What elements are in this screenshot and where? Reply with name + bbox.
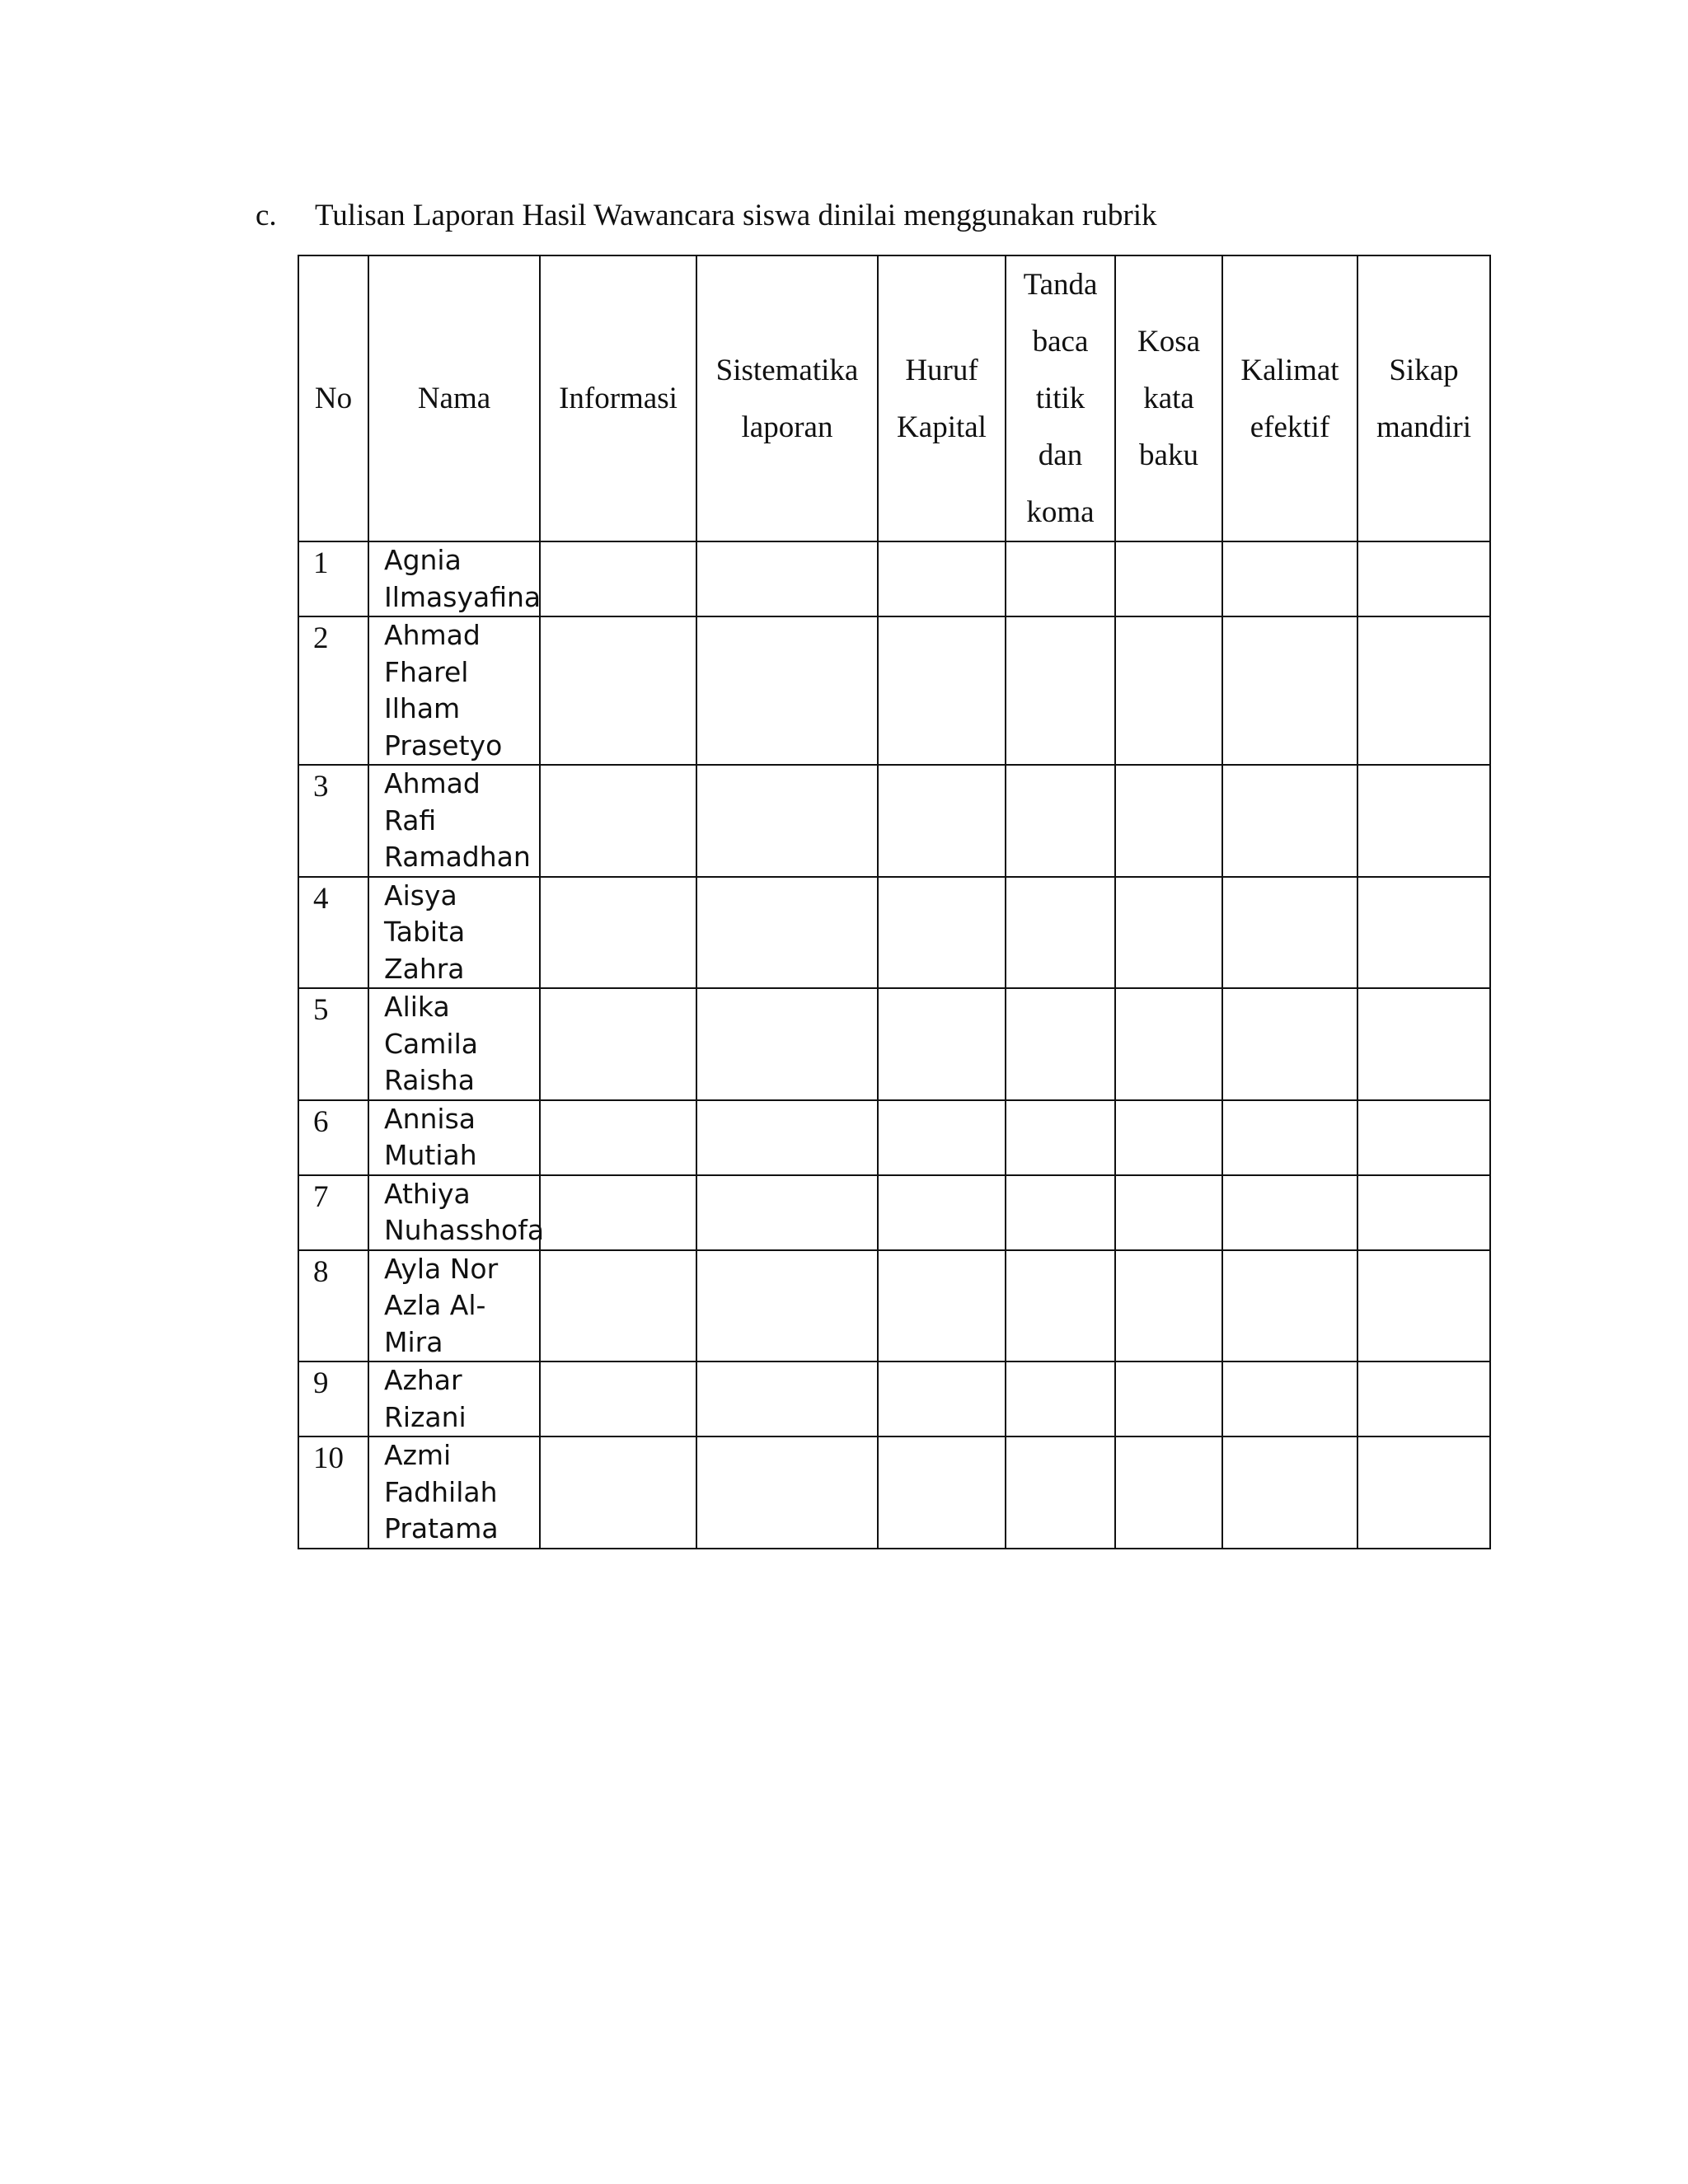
table-row [298, 1436, 1490, 1549]
score-cell [1115, 1100, 1222, 1175]
score-cell [1115, 988, 1222, 1100]
rubric-table [298, 255, 1491, 1549]
student-name: Agnia Ilmasyafina [368, 541, 540, 616]
row-number: 6 [298, 1100, 368, 1175]
score-cell [1006, 1250, 1115, 1362]
score-cell [1357, 1361, 1490, 1436]
score-cell [1115, 541, 1222, 616]
row-number: 10 [298, 1436, 368, 1549]
header-sikap-mandiri: Sikap mandiri [1357, 255, 1490, 541]
score-cell [540, 1436, 696, 1549]
score-cell [1357, 1436, 1490, 1549]
score-cell [1357, 1175, 1490, 1250]
score-cell [1357, 616, 1490, 765]
score-cell [1222, 1361, 1357, 1436]
score-cell [878, 541, 1006, 616]
header-row [298, 255, 1490, 541]
score-cell [878, 1436, 1006, 1549]
score-cell [1115, 1361, 1222, 1436]
table-row [298, 1100, 1490, 1175]
score-cell [878, 1175, 1006, 1250]
score-cell [540, 616, 696, 765]
score-cell [1006, 616, 1115, 765]
score-cell [878, 877, 1006, 989]
score-cell [1115, 1175, 1222, 1250]
student-name: Ahmad Fharel Ilham Prasetyo [368, 616, 540, 765]
score-cell [1357, 877, 1490, 989]
header-nama: Nama [368, 255, 540, 541]
row-number: 3 [298, 765, 368, 877]
score-cell [540, 988, 696, 1100]
score-cell [1357, 988, 1490, 1100]
score-cell [1222, 1436, 1357, 1549]
score-cell [696, 988, 878, 1100]
score-cell [1006, 877, 1115, 989]
table-row [298, 877, 1490, 989]
score-cell [878, 1250, 1006, 1362]
score-cell [1115, 765, 1222, 877]
score-cell [1222, 1175, 1357, 1250]
score-cell [540, 1175, 696, 1250]
score-cell [1357, 541, 1490, 616]
header-huruf-kapital: Huruf Kapital [878, 255, 1006, 541]
score-cell [696, 1361, 878, 1436]
score-cell [878, 1361, 1006, 1436]
student-name: Ahmad Rafi Ramadhan [368, 765, 540, 877]
score-cell [878, 988, 1006, 1100]
row-number: 7 [298, 1175, 368, 1250]
score-cell [878, 616, 1006, 765]
score-cell [696, 1250, 878, 1362]
score-cell [696, 1436, 878, 1549]
student-name: Annisa Mutiah [368, 1100, 540, 1175]
score-cell [1006, 1361, 1115, 1436]
score-cell [1222, 1100, 1357, 1175]
score-cell [878, 765, 1006, 877]
student-name: Azhar Rizani [368, 1361, 540, 1436]
score-cell [696, 616, 878, 765]
score-cell [1222, 541, 1357, 616]
score-cell [540, 1250, 696, 1362]
score-cell [1006, 1175, 1115, 1250]
header-kalimat-efektif: Kalimat efektif [1222, 255, 1357, 541]
score-cell [1006, 1100, 1115, 1175]
score-cell [1222, 877, 1357, 989]
score-cell [1222, 1250, 1357, 1362]
score-cell [1357, 1100, 1490, 1175]
score-cell [696, 877, 878, 989]
row-number: 2 [298, 616, 368, 765]
score-cell [696, 1175, 878, 1250]
score-cell [540, 541, 696, 616]
score-cell [696, 1100, 878, 1175]
score-cell [1115, 1250, 1222, 1362]
score-cell [1115, 877, 1222, 989]
table-row [298, 988, 1490, 1100]
score-cell [696, 541, 878, 616]
score-cell [1006, 1436, 1115, 1549]
list-marker: c. [256, 199, 277, 232]
header-sistematika-laporan: Sistematika laporan [696, 255, 878, 541]
row-number: 1 [298, 541, 368, 616]
score-cell [878, 1100, 1006, 1175]
score-cell [540, 1100, 696, 1175]
table-row [298, 1175, 1490, 1250]
section-heading [256, 196, 1156, 236]
table-row [298, 541, 1490, 616]
row-number: 5 [298, 988, 368, 1100]
header-kosa-kata-baku: Kosa kata baku [1115, 255, 1222, 541]
student-name: Azmi Fadhilah Pratama [368, 1436, 540, 1549]
row-number: 8 [298, 1250, 368, 1362]
score-cell [1115, 1436, 1222, 1549]
student-name: Alika Camila Raisha [368, 988, 540, 1100]
score-cell [1115, 616, 1222, 765]
row-number: 4 [298, 877, 368, 989]
table-row [298, 1250, 1490, 1362]
heading-text: Tulisan Laporan Hasil Wawancara siswa dinilai menggunakan rubrik [315, 199, 1157, 232]
score-cell [1357, 1250, 1490, 1362]
student-name: Aisya Tabita Zahra [368, 877, 540, 989]
score-cell [1222, 616, 1357, 765]
table-row [298, 1361, 1490, 1436]
score-cell [1222, 765, 1357, 877]
score-cell [1357, 765, 1490, 877]
score-cell [1222, 988, 1357, 1100]
score-cell [1006, 765, 1115, 877]
header-no: No [298, 255, 368, 541]
score-cell [540, 765, 696, 877]
header-tanda-baca: Tanda baca titik dan koma [1006, 255, 1115, 541]
header-informasi: Informasi [540, 255, 696, 541]
table-row [298, 765, 1490, 877]
table-row [298, 616, 1490, 765]
row-number: 9 [298, 1361, 368, 1436]
score-cell [1006, 988, 1115, 1100]
score-cell [540, 1361, 696, 1436]
student-name: Athiya Nuhasshofa [368, 1175, 540, 1250]
student-name: Ayla Nor Azla Al- Mira [368, 1250, 540, 1362]
score-cell [540, 877, 696, 989]
score-cell [1006, 541, 1115, 616]
score-cell [696, 765, 878, 877]
